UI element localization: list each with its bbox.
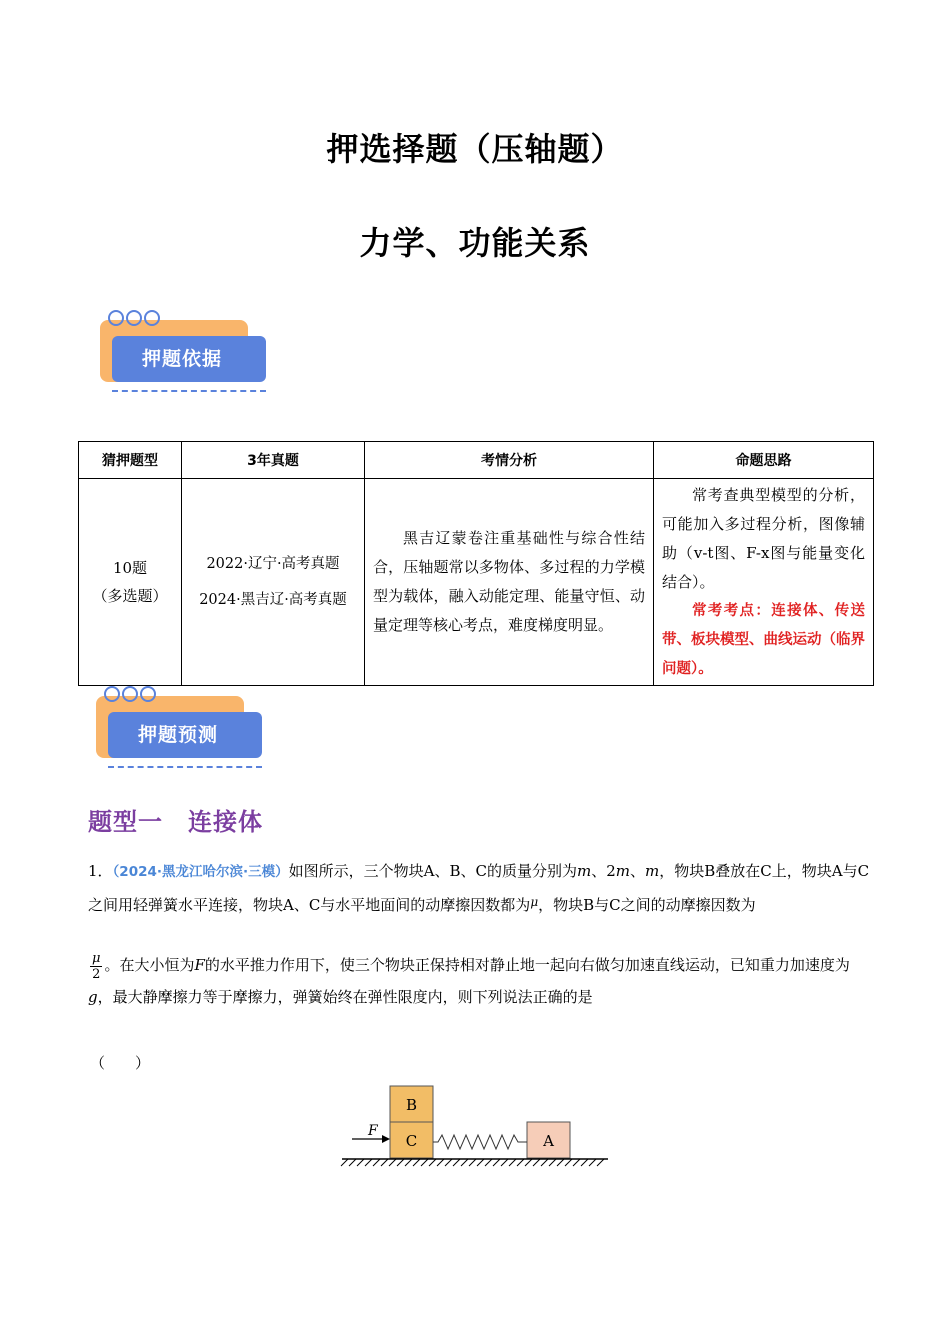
hatch-mark — [381, 1159, 388, 1166]
hatch-mark — [413, 1159, 420, 1166]
spring — [433, 1135, 527, 1149]
table-header: 考情分析 — [365, 442, 654, 479]
hatch-mark — [525, 1159, 532, 1166]
hatch-mark — [365, 1159, 372, 1166]
question-text-part: 。在大小恒为 — [104, 956, 195, 974]
hatch-mark — [405, 1159, 412, 1166]
idea-cell — [654, 479, 874, 686]
ground-hatch — [341, 1159, 604, 1166]
question-text-part: ，物块B与C之间的动摩擦因数为 — [538, 896, 756, 914]
hatch-mark — [557, 1159, 564, 1166]
idea-key-points: 常考考点：连接体、传送带、板块模型、曲线运动（临界问题）。 — [662, 602, 865, 677]
block-b-label: B — [405, 1096, 418, 1114]
analysis-cell: 黑吉辽蒙卷注重基础性与综合性结合，压轴题常以多物体、多过程的力学模型为载体，融入动能定理、能量守恒、动量定理等核心考点，难度梯度明显。 — [365, 479, 654, 686]
banner-basis-label: 押题依据 — [112, 336, 266, 382]
mass-symbol: m — [615, 862, 630, 880]
question-text-part: ，物块B叠放在C上，物块A与C之间用轻弹簧水平连接，物块A、C与水平地面间的动摩擦因数都为 — [88, 862, 870, 914]
question-type-cell — [79, 479, 182, 686]
table-header: 命题思路 — [654, 442, 874, 479]
banner-basis — [94, 310, 274, 402]
ring-icon — [122, 686, 138, 702]
hatch-mark — [509, 1159, 516, 1166]
ring-icon — [108, 310, 124, 326]
question-text-part: 如图所示，三个物块A、B、C的质量分别为 — [288, 862, 577, 880]
answer-blank: （ ） — [90, 1054, 151, 1072]
hatch-mark — [549, 1159, 556, 1166]
sub-title: 力学、功能关系 — [359, 224, 591, 262]
hatch-mark — [453, 1159, 460, 1166]
hatch-mark — [485, 1159, 492, 1166]
section-title: 题型一 连接体 — [88, 808, 263, 836]
hatch-mark — [477, 1159, 484, 1166]
hatch-mark — [341, 1159, 348, 1166]
table-row — [79, 479, 874, 686]
ring-icon — [126, 310, 142, 326]
gravity-symbol: g — [88, 987, 98, 1006]
hatch-mark — [445, 1159, 452, 1166]
table-header: 猜押题型 — [79, 442, 182, 479]
hatch-mark — [581, 1159, 588, 1166]
exam-item: 2022·辽宁·高考真题 — [206, 556, 340, 572]
ring-icon — [144, 310, 160, 326]
mass-symbol: m — [645, 862, 660, 880]
hatch-mark — [373, 1159, 380, 1166]
hatch-mark — [493, 1159, 500, 1166]
question-text-2 — [88, 950, 870, 1012]
fraction-numerator: μ — [92, 950, 101, 966]
main-title: 押选择题（压轴题） — [326, 130, 624, 168]
hatch-mark — [397, 1159, 404, 1166]
hatch-mark — [429, 1159, 436, 1166]
hatch-mark — [541, 1159, 548, 1166]
question-text — [88, 856, 870, 920]
hatch-mark — [437, 1159, 444, 1166]
hatch-mark — [533, 1159, 540, 1166]
hatch-mark — [357, 1159, 364, 1166]
basis-table — [78, 441, 874, 686]
exam-cell — [182, 479, 365, 686]
force-label: F — [368, 1123, 378, 1139]
hatch-mark — [469, 1159, 476, 1166]
block-a-label: A — [543, 1132, 554, 1150]
exam-item: 2024·黑吉辽·高考真题 — [199, 592, 347, 608]
hatch-mark — [501, 1159, 508, 1166]
hatch-mark — [349, 1159, 356, 1166]
question-text-part: ，最大静摩擦力等于摩擦力，弹簧始终在弹性限度内，则下列说法正确的是 — [97, 987, 593, 1006]
hatch-mark — [565, 1159, 572, 1166]
mu-half-fraction — [90, 951, 102, 982]
hatch-mark — [589, 1159, 596, 1166]
hatch-mark — [389, 1159, 396, 1166]
banner-predict-label: 押题预测 — [108, 712, 262, 758]
mass-symbol: m — [576, 862, 592, 880]
mu-symbol: μ — [530, 895, 539, 909]
block-c-label: C — [405, 1132, 418, 1150]
question-text-part: 、2 — [591, 862, 616, 880]
arrow-head-icon — [382, 1135, 390, 1143]
ring-icon — [104, 686, 120, 702]
hatch-mark — [573, 1159, 580, 1166]
ring-icon — [140, 686, 156, 702]
idea-text: 常考查典型模型的分析，可能加入多过程分析，图像辅助（v-t图、F-x图与能量变化结合）。 — [662, 485, 865, 591]
question-kind: （多选题） — [92, 587, 168, 605]
blocks-figure — [338, 1082, 614, 1168]
table-header: 3年真题 — [182, 442, 365, 479]
question-text-part: 、 — [630, 862, 646, 880]
hatch-mark — [597, 1159, 604, 1166]
banner-predict — [90, 686, 270, 778]
question-text-part: 的水平推力作用下，使三个物块正保持相对静止地一起向右做匀加速直线运动，已知重力加速度为 — [204, 956, 850, 974]
force-symbol: F — [194, 956, 205, 974]
hatch-mark — [421, 1159, 428, 1166]
question-number: 1． — [88, 862, 113, 880]
question-source: （2024·黑龙江哈尔滨·三模） — [112, 864, 289, 880]
question-type: 10题 — [112, 559, 148, 577]
hatch-mark — [461, 1159, 468, 1166]
fraction-denominator: 2 — [92, 966, 101, 982]
hatch-mark — [517, 1159, 524, 1166]
